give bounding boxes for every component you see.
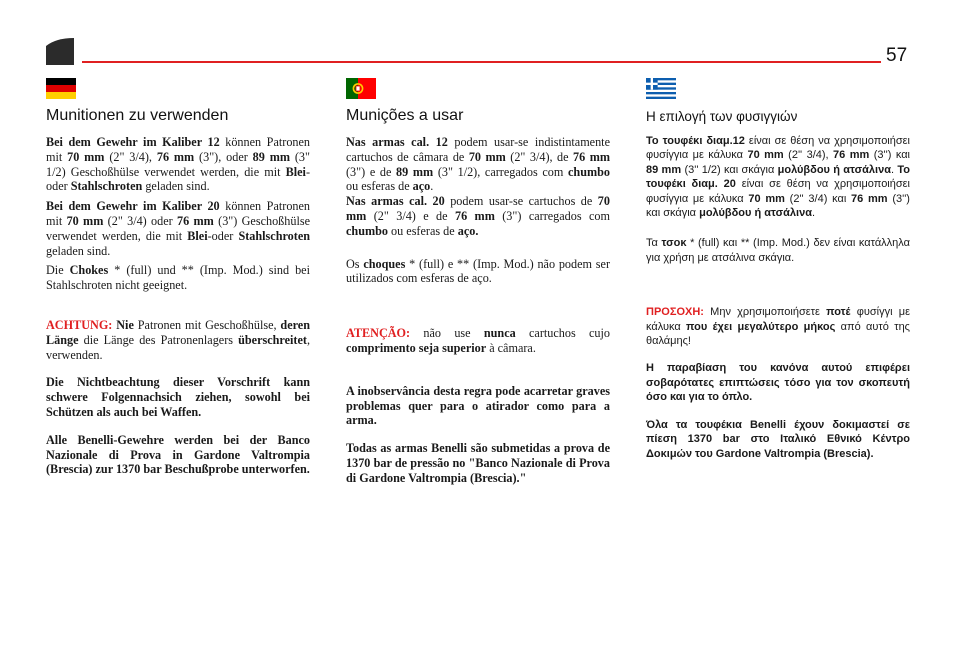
germany-flag-icon bbox=[46, 78, 76, 99]
chapter-tab-icon bbox=[46, 38, 74, 65]
paragraph-caliber-20: Bei dem Gewehr im Kaliber 20 können Patronen mit 70 mm (2" 3/4) oder 76 mm (3") Geschoßhülse verwendet werden, die mit Blei-oder Stahlschroten geladen sind. bbox=[46, 199, 311, 258]
section-title: Munições a usar bbox=[346, 107, 464, 124]
paragraph-caliber-12: Bei dem Gewehr im Kaliber 12 können Patronen mit 70 mm (2" 3/4), 76 mm (3"), oder 89 mm (3" 1/2) Geschoßhülse verwendet werden, die mit Blei-oder Stahlschroten geladen sind. bbox=[46, 135, 311, 194]
paragraph-consequences: A inobservância desta regra pode acarretar graves problemas quer para o atirador como para a arma. bbox=[346, 383, 610, 428]
header-rule bbox=[82, 61, 881, 63]
paragraph-consequences: Η παραβίαση του κανόνα αυτού επιφέρει σοβαρότατες επιπτώσεις τόσο για τον σκοπευτή όσο και για το όπλο. bbox=[646, 362, 910, 404]
paragraph-consequences: Die Nichtbeachtung dieser Vorschrift kann schwere Folgennachsich ziehen, sowohl bei Schützen als auch bei Waffen. bbox=[46, 375, 310, 419]
paragraph-proof-test: Alle Benelli-Gewehre werden bei der Banco Nazionale di Prova in Gardone Valtrompia (Brescia) zur 1370 bar Beschußprobe unterworfen. bbox=[46, 432, 310, 477]
warning-paragraph: ΠΡΟΣΟΧΗ: Μην χρησιμοποιήσετε ποτέ φυσίγγι με κάλυκα που έχει μεγαλύτερο μήκος από αυτό της θαλάμης! bbox=[646, 306, 911, 348]
page-number: 57 bbox=[886, 45, 908, 66]
warning-paragraph: ACHTUNG: Nie Patronen mit Geschoßhülse, deren Länge die Länge des Patronenlagers überschreitet, verwenden. bbox=[46, 317, 310, 362]
warning-label: ACHTUNG: bbox=[46, 317, 113, 332]
warning-label: ATENÇÃO: bbox=[346, 326, 411, 341]
paragraph-proof-test: Todas as armas Benelli são submetidas a prova de 1370 bar de pressão no "Banco Nazionale di Prova di Gardone Valtrompia (Brescia)." bbox=[346, 441, 610, 485]
greece-flag-icon bbox=[646, 78, 676, 99]
column-greek bbox=[646, 78, 910, 466]
paragraph-chokes: Τα τσοκ * (full) και ** (Imp. Mod.) δεν είναι κατάλληλα για χρήση με ατσάλινα σκάγια. bbox=[646, 237, 910, 264]
paragraph-chokes: Die Chokes * (full) und ** (Imp. Mod.) sind bei Stahlschroten nicht geeignet. bbox=[46, 263, 310, 293]
section-title: Munitionen zu verwenden bbox=[46, 107, 229, 124]
warning-label: ΠΡΟΣΟΧΗ: bbox=[646, 306, 704, 319]
paragraph-calibers: Το τουφέκι διαμ.12 είναι σε θέση να χρησιμοποιήσει φυσίγγια με κάλυκα 70 mm (2'' 3/4), 76 mm (3'') και 89 mm (3'' 1/2) και σκάγια μολύβδου ή ατσάλινα. Το τουφέκι διαμ. 20 είναι σε θέση να χρησιμοποιήσει φυσίγγια με κάλυκα 70 mm (2'' 3/4) και 76 mm (3'') και σκάγια μολύβδου ή ατσάλινα. bbox=[646, 135, 911, 220]
warning-paragraph: ATENÇÃO: não use nunca cartuchos cujo comprimento seja superior à câmara. bbox=[346, 326, 611, 355]
paragraph-proof-test: Όλα τα τουφέκια Benelli έχουν δοκιμαστεί σε πίεση 1370 bar στο Ιταλικό Εθνικό Κέντρο Δοκιμών του Gardone Valtrompia (Brescia). bbox=[646, 418, 910, 460]
paragraph-chokes: Os choques * (full) e ** (Imp. Mod.) não podem ser utilizados com esferas de aço. bbox=[346, 256, 611, 286]
portugal-flag-icon bbox=[346, 78, 376, 99]
paragraph-caliber-12: Nas armas cal. 12 podem usar-se indistintamente cartuchos de câmara de 70 mm (2" 3/4), de 76 mm (3") e de 89 mm (3" 1/2), carregados com chumbo ou esferas de aço. Nas armas cal. 20 podem usar-se cartuchos de 70 mm (2" 3/4) e de 76 mm (3") carregados com chumbo ou esferas de aço. bbox=[346, 135, 611, 238]
section-title: Η επιλογή των φυσιγγιών bbox=[646, 109, 798, 124]
column-german bbox=[46, 78, 310, 482]
column-portuguese bbox=[346, 78, 610, 491]
